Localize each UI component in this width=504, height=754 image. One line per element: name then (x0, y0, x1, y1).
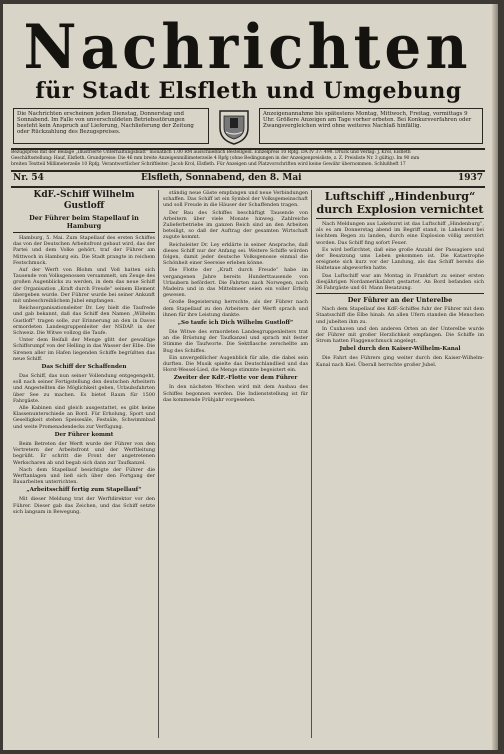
paragraph: Nach dem Stapellauf des KdF.-Schiffes fuhr der Führer mit dem Staatsschiff die Elbe hinab. An allen Ufern standen die Menschen und jubelten ihm zu. (316, 306, 484, 325)
paragraph: Unter dem Beifall der Menge glitt der gewaltige Schiffsrumpf von der Helling in das Wasser der Elbe. Die Sirenen aller im Hafen liegenden Schiffe begrüßten das neue Schiff. (13, 337, 155, 362)
subhead: Das Schiff der Schaffenden (41, 364, 127, 371)
paragraph: Nach Meldungen aus Lakehurst ist das Luftschiff „Hindenburg“, als es am Donnerstag abend im Begriff stand, in Lakehurst bei leichtem Regen zu landen, durch eine Explosion völlig zerstört worden. Das Schiff fing sofort Feuer. (316, 221, 484, 246)
paragraph: Große Begeisterung herrschte, als der Führer nach dem Stapellauf zu den Arbeitern der Werft sprach und ihnen für ihre Leistung dankte. (163, 299, 308, 318)
paragraph: Die Witwe des ermordeten Landesgruppenleiters trat an die Brüstung der Taufkanzel und sprach mit fester Stimme die Taufworte. Die Sektflasche zerschellte am Bug des Schiffes. (163, 329, 308, 354)
info-box-right: Anzeigenannahme bis spätestens Montag, Mittwoch, Freitag, vormittags 9 Uhr. Größere Anzeigen am Tage vorher erbeten. Bei Konkursverfahren oder Zwangsvergleichen wird ohne weiteres Nachlaß hinfällig. (259, 108, 483, 144)
newspaper-page (3, 4, 498, 750)
paragraph: Nach dem Stapellauf besichtigte der Führer die Werftanlagen und ließ sich über den Fortgang der Bauarbeiten unterrichten. (13, 466, 155, 486)
divider (316, 218, 484, 219)
paragraph: Es wird befürchtet, daß eine große Anzahl der Passagiere und der Besatzung ums Leben gekommen ist. Die Katastrophe ereignete sich kurz vor der Landung, als das Schiff bereits die Haltetaue abgeworfen hatte. (316, 246, 484, 272)
paragraph: Hamburg, 5. Mai. Zum Stapellauf des ersten Schiffes das von der Deutschen Arbeitsfront gebaut wird, das der Partei und dem Volke gehört, traf der Führer am Mittwoch in Hamburg ein. Die Stadt prangte in reichem Festschmuck. (13, 235, 155, 266)
divider (13, 232, 155, 233)
subhead: Zweiter der KdF.-Flotte vor dem Führer (173, 375, 298, 382)
page-edge (492, 4, 498, 750)
article-column-2 (163, 190, 308, 738)
paragraph: Der Bau des Schiffes beschäftigt Tausende von Arbeitern über viele Monate hinweg. Zahlreiche Zulieferbetriebe im ganzen Reich sind an den Arbeiten beteiligt, so daß der Auftrag der gesamten Wirtschaft zugute kommt. (163, 209, 308, 241)
paragraph: In den nächsten Wochen wird mit dem Ausbau des Schiffes begonnen werden. Die Indienststellung ist für das kommende Frühjahr vorgesehen. (163, 384, 308, 403)
divider (316, 293, 484, 294)
paragraph: Die Flotte der „Kraft durch Freude“ habe im vergangenen Jahre bereits Hunderttausende von Urlaubern befördert. Die Fahrten nach Norwegen, nach Madeira und in das Mittelmeer seien ein voller Erfolg gewesen. (163, 267, 308, 299)
paragraph: ständig neue Gäste empfangen und neue Verbindungen schaffen. Das Schiff ist ein Symbol der Volksgemeinschaft und soll Freude in die Häuser der Schaffenden tragen. (163, 190, 308, 209)
subhead-fuehrer-stapellauf: Der Führer beim Stapellauf in Hamburg (29, 214, 139, 230)
headline-kdf-ship: KdF.-Schiff Wilhelm Gustloff (33, 190, 135, 211)
subhead: „So taufe ich Dich Wilhelm Gustloff“ (177, 320, 294, 327)
info-strip-line-2: Geschäftsstellung: Hauf, Elsfleth. Grundpreise: Die 46 mm breite Anzeigenmillimeterzeile 4 Rpfg (ohne Bedingungen in der Anzeigenpreisliste, z. Z. Preisliste Nr. 3 gültig). Im 90 mm (11, 156, 420, 161)
info-strip-line-1: Bezugspreis mit der Beilage „Illustrierte Unterhaltungsblatt“ monatlich 1.00 RM ausschließlich Bestellgeld. Einzelpreis 10 Rpfg. DA IV 37: 498. Druck und Verlag: J. Krol, Elsfleth (11, 150, 411, 155)
paragraph: Reichsleiter Dr. Ley erklärte in seiner Ansprache, daß dieses Schiff nur der Anfang sei. Weitere Schiffe würden folgen, damit jeder deutsche Volksgenosse einmal die Schönheit einer Seereise erleben könne. (163, 241, 308, 267)
info-strip-line-3: breiten Textteil Millimeterzeile 10 Rpfg. Verantwortlicher Schriftleiter: Jacob Krol, Elsfleth. Für Anzeigen und Platzvorschriften wird keine Gewähr übernommen. Schlußheft 17 (11, 162, 406, 167)
issue-year: 1937 (457, 173, 483, 183)
info-box-left: Die Nachrichten erscheinen jeden Dienstag, Donnerstag und Sonnabend. Im Falle von unverschuldeten Betriebsstörungen besteht kein Anspruch auf Lieferung, Nachlieferung der Zeitung oder Rückzahlung des Bezugspreises. (13, 108, 209, 144)
article-column-3 (316, 190, 484, 738)
column-separator (311, 190, 312, 738)
paragraph: Ein unvergeßlicher Augenblick für alle, die dabei sein durften. Die Musik spielte das Deutschlandlied und das Horst-Wessel-Lied, die Menge stimmte begeistert ein. (163, 354, 308, 374)
subhead: Der Führer kommt (54, 431, 114, 438)
paragraph: Auf der Werft von Blohm und Voß hatten sich Tausende von Volksgenossen versammelt, um Zeuge des großen Augenblicks zu werden, in dem das neue Schiff der Organisation „Kraft durch Freude“ seinem Element übergeben wurde. Der Führer wurde bei seiner Ankunft mit unbeschreiblichem Jubel empfangen. (13, 267, 155, 305)
issue-number: Nr. 54 (13, 173, 44, 183)
paragraph: Die Fahrt des Führers ging weiter durch den Kaiser-Wilhelm-Kanal nach Kiel. Überall herrschte großer Jubel. (316, 355, 484, 368)
paragraph: Beim Betreten der Werft wurde der Führer von den Vertretern der Arbeitsfront und der Werftleitung begrüßt. Er schritt die Front der angetretenen Werkscharen ab und begab sich dann zur Taufkanzel. (13, 440, 155, 466)
column-separator (158, 190, 159, 738)
paragraph: Reichsorganisationsleiter Dr. Ley hielt die Taufrede und gab bekannt, daß das Schiff den Namen „Wilhelm Gustloff“ tragen solle, zur Erinnerung an den in Davos ermordeten Landesgruppenleiter der NSDAP. in der Schweiz. Die Witwe vollzog die Taufe. (13, 305, 155, 337)
masthead-title: Nachrichten (23, 11, 472, 83)
paragraph: Alle Kabinen sind gleich ausgestattet, es gibt keine Klassenunterschiede an Bord. Für Erholung, Sport und Geselligkeit stehen Speisesäle, Festsäle, Schwimmbad und weite Promenadendecks zur Verfügung. (13, 405, 155, 430)
masthead-subtitle: für Stadt Elsfleth und Umgebung (35, 78, 462, 104)
dateline (13, 172, 483, 184)
paragraph: In Cuxhaven und den anderen Orten an der Unterelbe wurde der Führer mit großer Herzlichkeit empfangen. Die Schiffe im Strom hatten Flaggenschmuck angelegt. (316, 325, 484, 345)
dateline-rule (11, 186, 485, 188)
subhead: Der Führer an der Unterelbe (347, 296, 453, 305)
subhead: Jubel durch den Kaiser-Wilhelm-Kanal (339, 346, 461, 353)
subhead: „Arbeitsschiff fertig zum Stapellauf“ (26, 487, 142, 494)
paragraph: Mit dieser Meldung trat der Werftdirektor vor den Führer. Dieser gab das Zeichen, und das Schiff setzte sich langsam in Bewegung. (13, 496, 155, 515)
place-date: Elsfleth, Sonnabend, den 8. Mai (141, 173, 302, 183)
headline-hindenburg: Luftschiff „Hindenburg“ durch Explosion vernichtet (316, 190, 484, 216)
coat-of-arms-icon (217, 108, 251, 146)
paragraph: Das Luftschiff war am Montag in Frankfurt zu seiner ersten diesjährigen Nordamerikafahrt gestartet. An Bord befanden sich 36 Fahrgäste und 61 Mann Besatzung. (316, 272, 484, 292)
paragraph: Das Schiff, das nun seiner Vollendung entgegengeht, soll nach seiner Fertigstellung den deutschen Arbeitern und Angestellten die Möglichkeit geben, Urlaubsfahrten über See zu machen. Es bietet Raum für 1500 Fahrgäste. (13, 373, 155, 404)
article-column-1 (13, 190, 155, 738)
